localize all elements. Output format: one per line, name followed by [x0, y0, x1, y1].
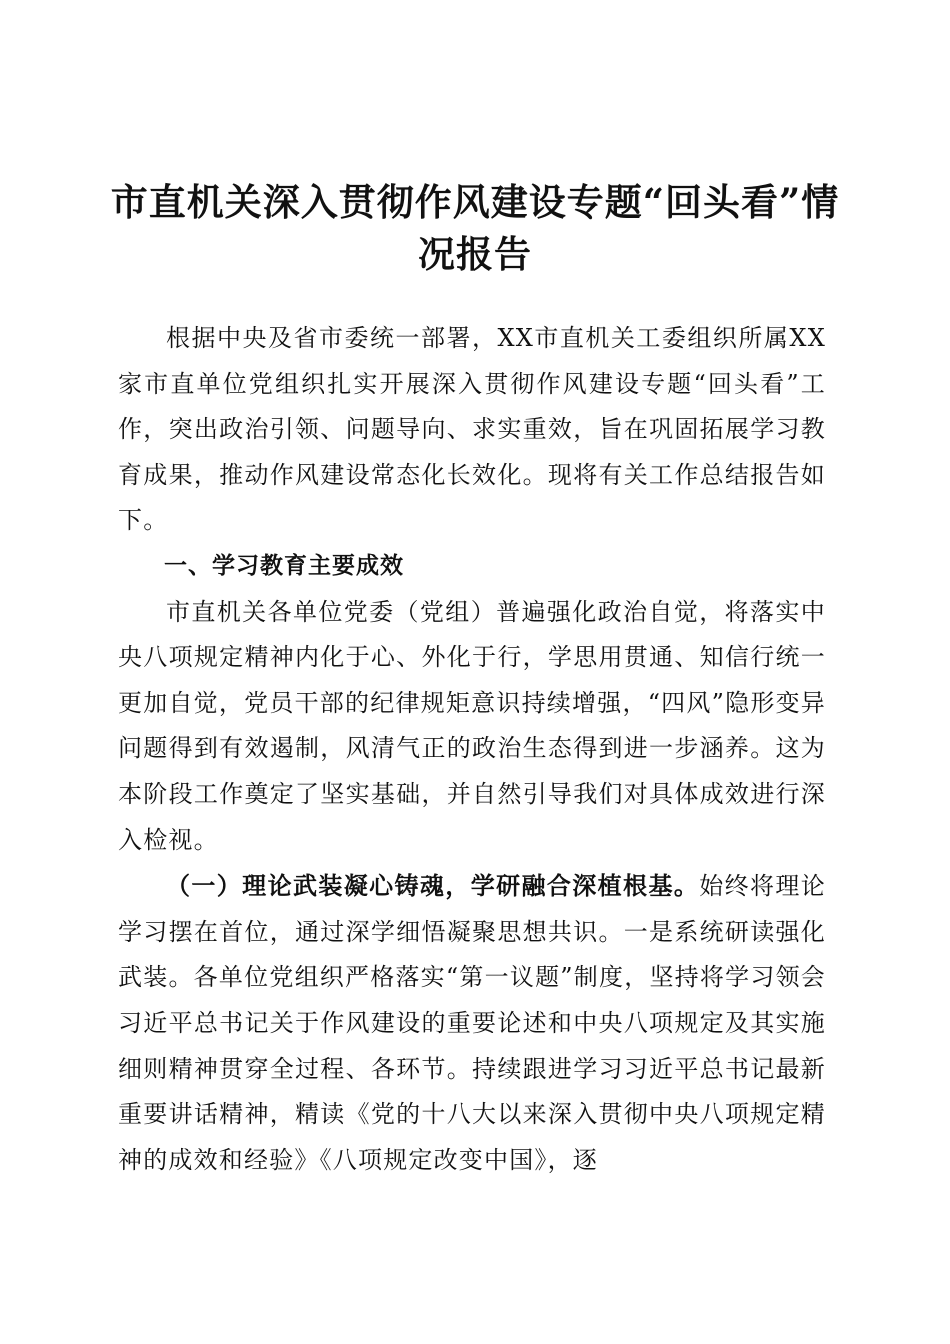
section-heading: 一、学习教育主要成效 [164, 552, 404, 579]
intro-paragraph: 根据中央及省市委统一部署，XX市直机关工委组织所属XX家市直单位党组织扎实开展深入贯彻作风建设专题“回头看”工作，突出政治引领、问题导向、求实重效，旨在巩固拓展学习教育成果，推动作风建设常态化长效化。现将有关工作总结报告如下。 [118, 324, 826, 535]
document-title: 市直机关深入贯彻作风建设专题“回头看”情况报告 [110, 180, 840, 276]
subsection-body: 始终将理论学习摆在首位，通过深学细悟凝聚思想共识。一是系统研读强化武装。各单位党组织严格落实“第一议题”制度，坚持将学习领会习近平总书记关于作风建设的重要论述和中央八项规定及其实施细则精神贯穿全过程、各环节。持续跟进学习习近平总书记最新重要讲话精神，精读《党的十八大以来深入贯彻中央八项规定精神的成效和经验》《八项规定改变中国》，逐 [118, 872, 827, 1174]
subsection-paragraph [118, 863, 826, 1183]
section-paragraph: 市直机关各单位党委（党组）普遍强化政治自觉，将落实中央八项规定精神内化于心、外化于行，学思用贯通、知信行统一更加自觉，党员干部的纪律规矩意识持续增强，“四风”隐形变异问题得到有效遏制，风清气正的政治生态得到进一步涵养。这为本阶段工作奠定了坚实基础，并自然引导我们对具体成效进行深入检视。 [118, 597, 826, 854]
document-body [118, 316, 826, 1183]
subsection-lead: （一）理论武装凝心铸魂，学研融合深植根基。 [166, 871, 700, 901]
